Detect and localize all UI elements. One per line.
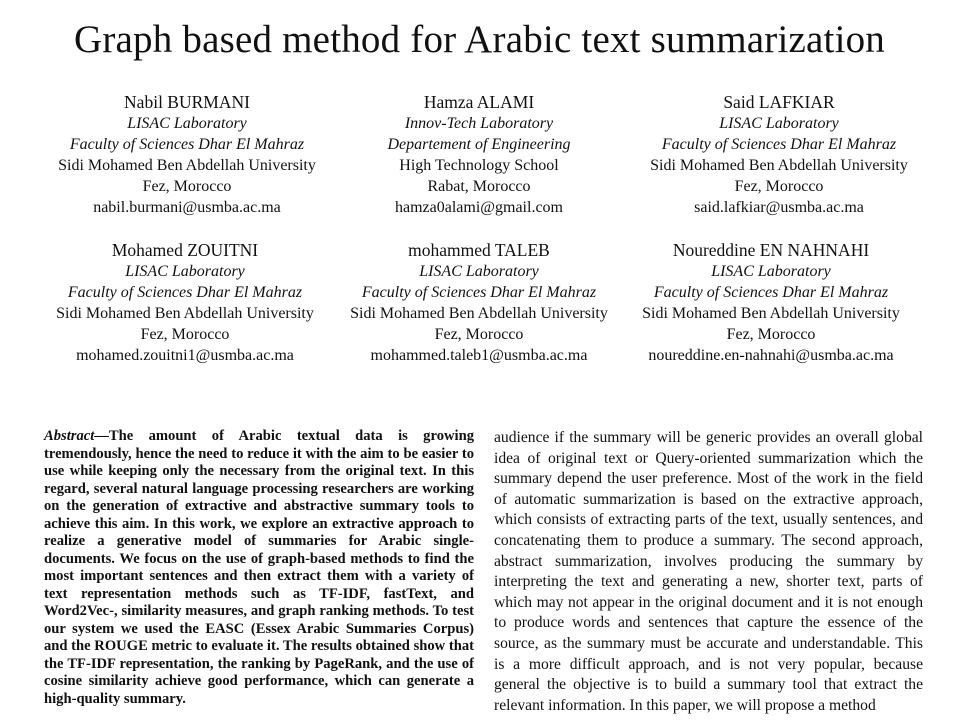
author-name: Mohamed ZOUITNI xyxy=(111,240,259,260)
author-lab: LISAC Laboratory xyxy=(711,263,831,280)
author-email[interactable]: nabil.burmani@usmba.ac.ma xyxy=(93,199,281,216)
author-lab: LISAC Laboratory xyxy=(719,115,839,132)
author-name: mohammed TALEB xyxy=(408,240,550,260)
paper-title: Graph based method for Arabic text summarization xyxy=(73,18,886,61)
introduction-text: audience if the summary will be generic provides an overall global idea of original text or Query-oriented summarization which the summary depend the user preference. Most of the work in the field of automatic summarization is based on the extractive approach, which consists of extracting parts of the text, usually sentences, and concatenating them to produce a summary. The second approach, abstract summarization, involves producing the summary by interpreting the text and generating a new, shorter text, parts of which may not appear in the original document and it is not enough to produce words and sentences that capture the essence of the source, as the summary must be accurate and understandable. This is a more difficult approach, and is not very popular, because general the objective is to build a summary tool that extract the relevant information. In this paper, we will propose a method xyxy=(494,429,923,714)
author-location: Fez, Morocco xyxy=(434,326,524,343)
author-email[interactable]: mohammed.taleb1@usmba.ac.ma xyxy=(370,347,588,364)
author-location: Fez, Morocco xyxy=(142,178,232,195)
author-department: Faculty of Sciences Dhar El Mahraz xyxy=(661,136,897,153)
author-lab: Innov-Tech Laboratory xyxy=(404,115,554,132)
author-lab: LISAC Laboratory xyxy=(127,115,247,132)
abstract-text: —The amount of Arabic textual data is growing tremendously, hence the need to reduce it with the aim to be easier to use while keeping only the necessary from the original text. In this regard, several natural language processing researchers are working on the generation of extractive and abstractive summary tools to achieve this aim. In this work, we explore an extractive approach to realize a generative model of summaries for Arabic single-documents. We focus on the use of graph-based methods to find the most important sentences and then extract them with a variety of text representation methods such as TF-IDF, fastText, and Word2Vec-, similarity measures, and graph ranking methods. To test our system we used the EASC (Essex Arabic Summaries Corpus) and the ROUGE metric to evaluate it. The results obtained show that the TF-IDF representation, the ranking by PageRank, and the use of cosine similarity achieve good performance, which can generate a high-quality summary. xyxy=(44,428,474,707)
author-block-3 xyxy=(636,91,922,218)
author-block-2 xyxy=(347,91,611,218)
author-block-5 xyxy=(334,239,624,366)
author-name: Noureddine EN NAHNAHI xyxy=(672,240,870,260)
author-department: Departement of Engineering xyxy=(387,136,571,153)
author-location: Fez, Morocco xyxy=(140,326,230,343)
author-block-1 xyxy=(44,91,330,218)
author-institution: Sidi Mohamed Ben Abdellah University xyxy=(650,157,908,174)
author-institution: Sidi Mohamed Ben Abdellah University xyxy=(58,157,316,174)
author-email[interactable]: said.lafkiar@usmba.ac.ma xyxy=(694,199,864,216)
author-department: Faculty of Sciences Dhar El Mahraz xyxy=(361,284,597,301)
author-email[interactable]: hamza0alami@gmail.com xyxy=(394,199,563,216)
abstract xyxy=(44,428,474,708)
author-institution: Sidi Mohamed Ben Abdellah University xyxy=(56,305,314,322)
author-location: Fez, Morocco xyxy=(734,178,824,195)
author-email[interactable]: mohamed.zouitni1@usmba.ac.ma xyxy=(76,347,294,364)
author-name: Said LAFKIAR xyxy=(723,92,835,112)
author-department: Faculty of Sciences Dhar El Mahraz xyxy=(69,136,305,153)
author-lab: LISAC Laboratory xyxy=(125,263,245,280)
author-lab: LISAC Laboratory xyxy=(419,263,539,280)
author-institution: Sidi Mohamed Ben Abdellah University xyxy=(350,305,608,322)
author-block-4 xyxy=(40,239,330,366)
author-name: Nabil BURMANI xyxy=(124,92,250,112)
author-department: Faculty of Sciences Dhar El Mahraz xyxy=(653,284,889,301)
author-name: Hamza ALAMI xyxy=(423,92,535,112)
author-department: Faculty of Sciences Dhar El Mahraz xyxy=(67,284,303,301)
author-institution: High Technology School xyxy=(399,157,559,174)
author-block-6 xyxy=(626,239,916,366)
author-location: Rabat, Morocco xyxy=(427,178,531,195)
abstract-label: Abstract xyxy=(44,428,95,444)
author-institution: Sidi Mohamed Ben Abdellah University xyxy=(642,305,900,322)
author-email[interactable]: noureddine.en-nahnahi@usmba.ac.ma xyxy=(648,347,894,364)
author-location: Fez, Morocco xyxy=(726,326,816,343)
